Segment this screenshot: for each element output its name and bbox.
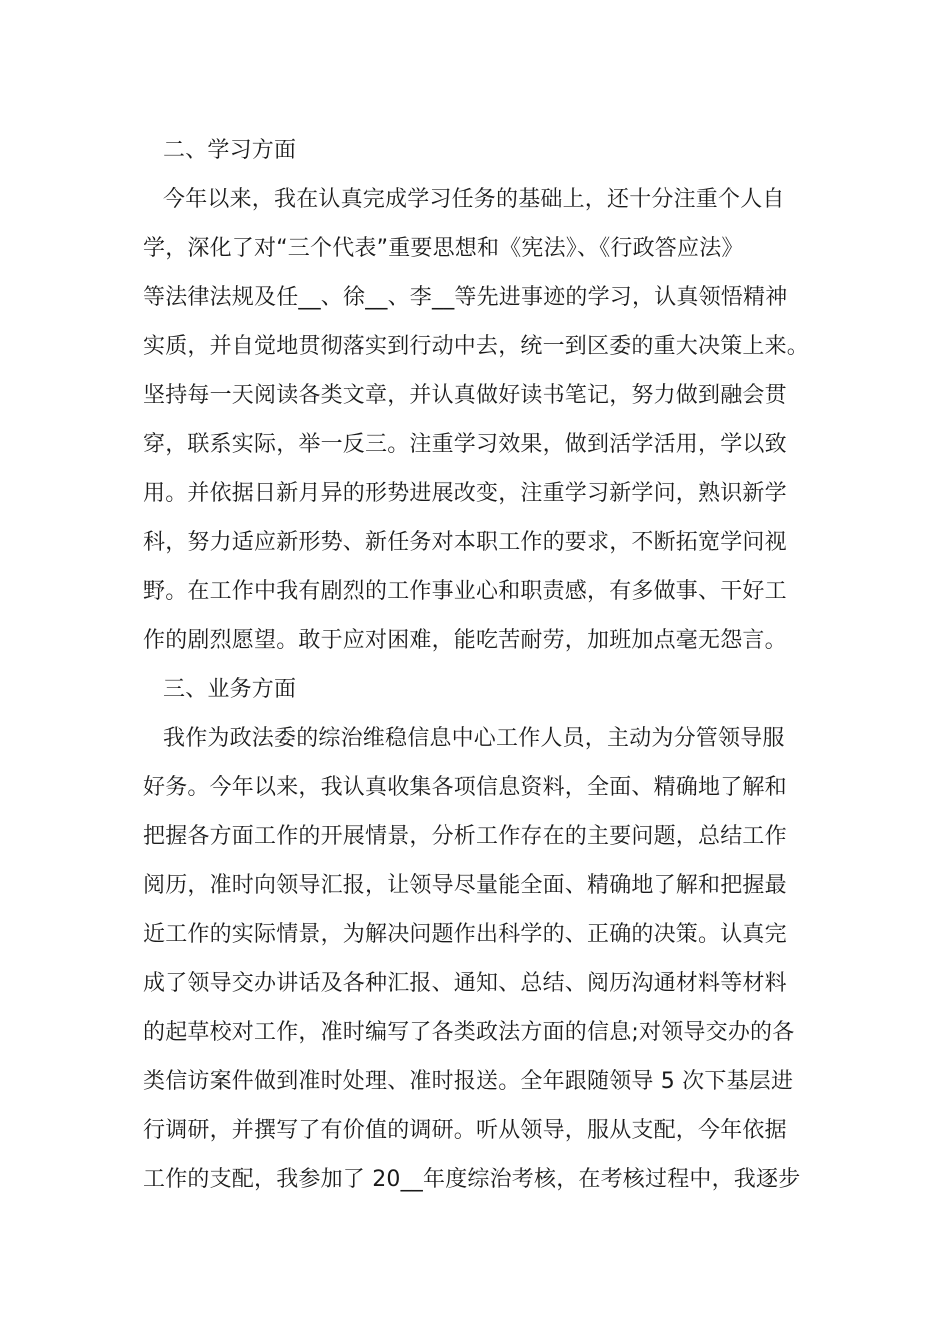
section-heading-business: 三、业务方面 — [163, 677, 297, 702]
paragraph-line: 成了领导交办讲话及各种汇报、通知、总结、阅历沟通材料等材料 — [143, 971, 787, 996]
paragraph-line: 野。在工作中我有剧烈的工作事业心和职责感，有多做事、干好工 — [143, 579, 787, 604]
paragraph-line: 工作的支配，我参加了 20__年度综治考核，在考核过程中，我逐步 — [143, 1167, 801, 1192]
paragraph-line: 今年以来，我在认真完成学习任务的基础上，还十分注重个人自 — [163, 187, 785, 212]
section-heading-study: 二、学习方面 — [163, 138, 297, 163]
paragraph-line: 类信访案件做到准时处理、准时报送。全年跟随领导 5 次下基层进 — [143, 1069, 794, 1094]
paragraph-line: 的起草校对工作，准时编写了各类政法方面的信息;对领导交办的各 — [143, 1020, 795, 1045]
paragraph-line: 好务。今年以来，我认真收集各项信息资料，全面、精确地了解和 — [143, 775, 787, 800]
paragraph-line: 把握各方面工作的开展情景，分析工作存在的主要问题，总结工作 — [143, 824, 787, 849]
paragraph-line: 用。并依据日新月异的形势进展改变，注重学习新学问，熟识新学 — [143, 481, 787, 506]
paragraph-line: 我作为政法委的综治维稳信息中心工作人员，主动为分管领导服 — [163, 726, 785, 751]
paragraph-line: 阅历，准时向领导汇报，让领导尽量能全面、精确地了解和把握最 — [143, 873, 787, 898]
paragraph-line: 科，努力适应新形势、新任务对本职工作的要求，不断拓宽学问视 — [143, 530, 787, 555]
paragraph-line: 学，深化了对“三个代表”重要思想和《宪法》、《行政答应法》 — [143, 236, 744, 261]
paragraph-line: 穿，联系实际，举一反三。注重学习效果，做到活学活用，学以致 — [143, 432, 787, 457]
paragraph-line: 作的剧烈愿望。敢于应对困难，能吃苦耐劳，加班加点毫无怨言。 — [143, 628, 787, 653]
paragraph-line: 行调研，并撰写了有价值的调研。听从领导，服从支配，今年依据 — [143, 1118, 787, 1143]
paragraph-line: 等法律法规及任__、徐__、李__等先进事迹的学习，认真领悟精神 — [143, 285, 788, 310]
paragraph-line: 近工作的实际情景，为解决问题作出科学的、正确的决策。认真完 — [143, 922, 787, 947]
paragraph-line: 实质，并自觉地贯彻落实到行动中去，统一到区委的重大决策上来。 — [143, 334, 810, 359]
paragraph-line: 坚持每一天阅读各类文章，并认真做好读书笔记，努力做到融会贯 — [143, 383, 787, 408]
